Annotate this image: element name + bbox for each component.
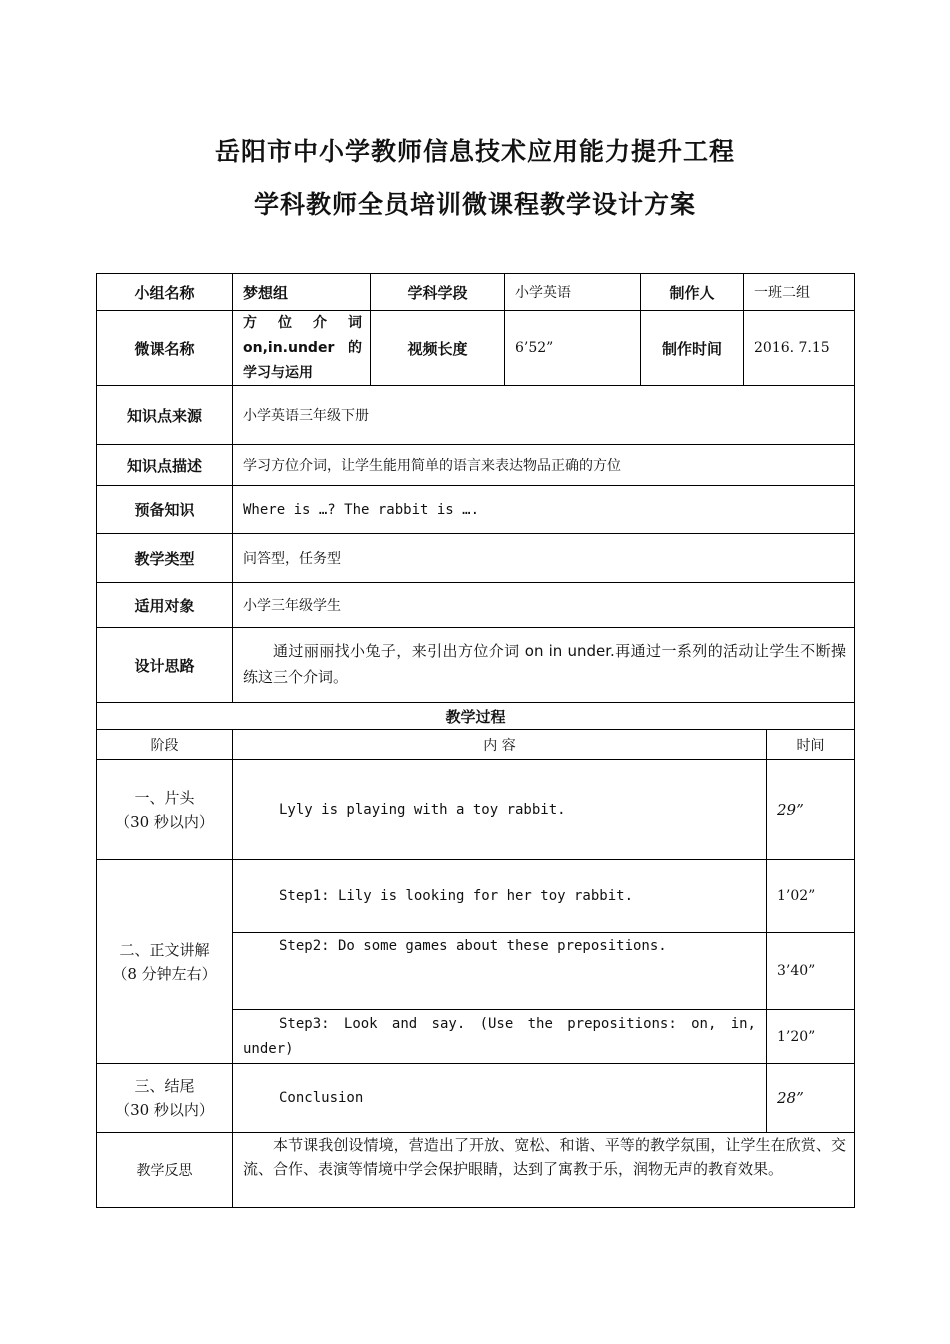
document-title-line2: 学科教师全员培训微课程教学设计方案 [253, 190, 696, 219]
group-name-label: 小组名称 [96, 273, 232, 310]
step1-content: Step1: Lily is looking for her toy rabbit. [232, 859, 766, 932]
stage-column-header: 阶段 [96, 729, 232, 759]
step1-time: 1’02” [766, 859, 854, 932]
time-column-header: 时间 [766, 729, 854, 759]
knowledge-source-value: 小学英语三年级下册 [232, 385, 854, 444]
step3-content [232, 1009, 766, 1063]
step3-line1: Step3: Look and say. (Use the prepositions: on, in, [279, 1015, 756, 1032]
group-name-value: 梦想组 [232, 273, 370, 310]
stage-intro-title: 一、片头 [134, 788, 195, 807]
step2-content: Step2: Do some games about these prepositions. [232, 932, 766, 1009]
knowledge-desc-label: 知识点描述 [96, 444, 232, 485]
stage-main-limit: （8 分钟左右） [112, 964, 217, 983]
course-name-value [232, 310, 370, 385]
stage-ending-limit: （30 秒以内） [115, 1101, 214, 1119]
step2-time: 3’40” [766, 932, 854, 1009]
process-heading: 教学过程 [96, 702, 854, 729]
step3-line2: under) [243, 1040, 294, 1057]
stage-intro-time: 29” [766, 759, 854, 859]
stage-ending-title: 三、结尾 [134, 1077, 195, 1095]
design-idea-label: 设计思路 [96, 627, 232, 702]
author-label: 制作人 [640, 273, 743, 310]
prior-knowledge-value: Where is …? The rabbit is …. [232, 485, 854, 533]
production-date-label: 制作时间 [640, 310, 743, 385]
author-value: 一班二组 [743, 273, 854, 310]
prior-knowledge-label: 预备知识 [96, 485, 232, 533]
course-name-line1: 方 位 介 词 [243, 314, 362, 331]
stage-intro [96, 759, 232, 859]
knowledge-desc-value: 学习方位介词，让学生能用简单的语言来表达物品正确的方位 [232, 444, 854, 485]
stage-main [96, 859, 232, 1063]
video-length-label: 视频长度 [370, 310, 504, 385]
step3-time: 1’20” [766, 1009, 854, 1063]
stage-intro-limit: （30 秒以内） [115, 812, 214, 831]
stage-ending-time: 28” [766, 1063, 854, 1132]
audience-value: 小学三年级学生 [232, 582, 854, 627]
video-length-value: 6’52” [504, 310, 640, 385]
content-column-header: 内 容 [232, 729, 766, 759]
reflection-label: 教学反思 [96, 1132, 232, 1207]
stage-intro-content: Lyly is playing with a toy rabbit. [232, 759, 766, 859]
course-name-line3: 学习与运用 [243, 364, 313, 381]
teaching-type-label: 教学类型 [96, 533, 232, 582]
production-date-value: 2016. 7.15 [743, 310, 854, 385]
reflection-value: 本节课我创设情境，营造出了开放、宽松、和谐、平等的教学氛围，让学生在欣赏、交流、合作、表演等情境中学会保护眼睛，达到了寓教于乐，润物无声的教育效果。 [232, 1132, 854, 1207]
subject-label: 学科学段 [370, 273, 504, 310]
course-name-line2: on,in.under 的 [243, 339, 362, 356]
design-table [96, 273, 854, 1207]
subject-value: 小学英语 [504, 273, 640, 310]
document-title-line1: 岳阳市中小学教师信息技术应用能力提升工程 [214, 137, 735, 166]
teaching-type-value: 问答型，任务型 [232, 533, 854, 582]
knowledge-source-label: 知识点来源 [96, 385, 232, 444]
design-idea-value: 通过丽丽找小兔子，来引出方位介词 on in under.再通过一系列的活动让学生不断操练这三个介词。 [232, 627, 854, 702]
stage-ending-content: Conclusion [232, 1063, 766, 1132]
course-name-label: 微课名称 [96, 310, 232, 385]
stage-main-title: 二、正文讲解 [119, 940, 210, 959]
audience-label: 适用对象 [96, 582, 232, 627]
stage-ending [96, 1063, 232, 1132]
